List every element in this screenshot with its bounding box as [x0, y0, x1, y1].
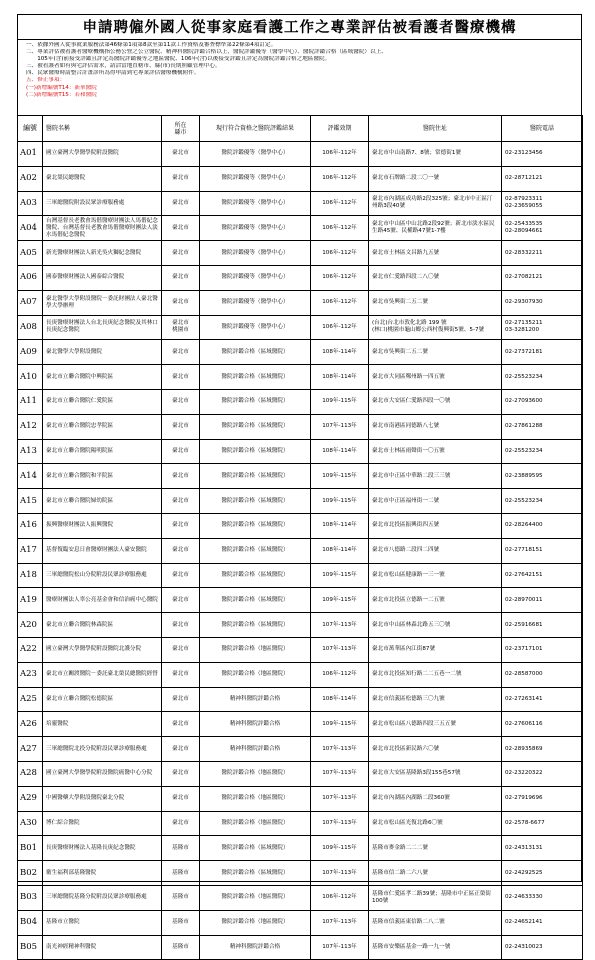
- table-row: [18, 241, 583, 266]
- cell-period: 108年-114年: [311, 439, 369, 464]
- note-line: 四、民眾醫療時請整合計畫診所為得申請到宅專業評估醫療機構附件。: [26, 70, 200, 77]
- cell-period: 106年-112年: [311, 315, 369, 340]
- cell-hospital-name: 基督復臨安息日會醫療財團法人臺安醫院: [43, 538, 162, 563]
- cell-period: 106年-112年: [311, 290, 369, 315]
- cell-period: 107年-113年: [311, 737, 369, 762]
- cell-code: A09: [18, 340, 43, 365]
- cell-result: 醫院評鑑合格（地區醫院）: [200, 761, 311, 786]
- table-row: [18, 538, 583, 563]
- cell-result: 醫院評鑑合格（區域醫院）: [200, 613, 311, 638]
- cell-hospital-name: 培靈醫院: [43, 712, 162, 737]
- table-row: [18, 265, 583, 290]
- cell-city: 臺北市: [162, 489, 200, 514]
- cell-city: 臺北市: [162, 265, 200, 290]
- cell-city: 臺北市: [162, 513, 200, 538]
- cell-code: A13: [18, 439, 43, 464]
- cell-address: 臺北市大同區鄭州路一四五號: [369, 365, 502, 390]
- cell-address: 基隆市麥金路二二二號: [369, 836, 502, 861]
- cell-code: A23: [18, 662, 43, 687]
- cell-phone: 02-28264400: [502, 513, 583, 538]
- cell-hospital-name: 臺北醫學大學附設醫院: [43, 340, 162, 365]
- cell-code: A07: [18, 290, 43, 315]
- cell-city: 臺北市: [162, 737, 200, 762]
- cell-result: 醫院評鑑合格（區域醫院）: [200, 513, 311, 538]
- cell-code: A17: [18, 538, 43, 563]
- cell-code: A16: [18, 513, 43, 538]
- cell-code: A19: [18, 588, 43, 613]
- cell-period: 106年-112年: [311, 885, 369, 910]
- column-header-phone: 醫院電話: [502, 116, 583, 142]
- table-row: [18, 315, 583, 340]
- cell-period: 107年-113年: [311, 935, 369, 960]
- cell-city: 基隆市: [162, 935, 200, 960]
- table-row: [18, 861, 583, 886]
- cell-phone: 02-25523234: [502, 439, 583, 464]
- cell-hospital-name: 基隆市立醫院: [43, 910, 162, 935]
- table-row: [18, 563, 583, 588]
- cell-phone: 02-25916681: [502, 613, 583, 638]
- table-row: [18, 513, 583, 538]
- cell-address: 臺北市內湖區內湖路二段360號: [369, 786, 502, 811]
- note-line: 105年(含)前接受評鑑且評定為醫院評鑑優等之地區醫院、106年(含)以後接受評鑑且評定為醫院評鑑合格之地區醫院。: [26, 56, 331, 63]
- table-row: [18, 786, 583, 811]
- cell-period: 106年-112年: [311, 166, 369, 191]
- cell-result: 醫院評鑑合格（地區醫院）: [200, 637, 311, 662]
- cell-phone: 02-23717101: [502, 637, 583, 662]
- cell-code: A12: [18, 414, 43, 439]
- cell-address: 臺北市中山區中山北路2段92號；新北市淡水區民生路45號、民權路47號1-7樓: [369, 216, 502, 241]
- cell-city: 臺北市: [162, 563, 200, 588]
- cell-result: 醫院評鑑優等（醫學中心）: [200, 241, 311, 266]
- cell-hospital-name: 臺北市立聯合醫院婦幼院區: [43, 489, 162, 514]
- table-row: [18, 613, 583, 638]
- cell-code: A01: [18, 142, 43, 167]
- cell-phone: 02-27606116: [502, 712, 583, 737]
- cell-code: A02: [18, 166, 43, 191]
- cell-city: 臺北市: [162, 761, 200, 786]
- cell-code: A06: [18, 265, 43, 290]
- cell-hospital-name: 國泰醫療財團法人國泰綜合醫院: [43, 265, 162, 290]
- cell-hospital-name: 臺北市立聯合醫院林森院區: [43, 613, 162, 638]
- cell-period: 106年-112年: [311, 265, 369, 290]
- cell-phone: 02-24652141: [502, 910, 583, 935]
- cell-city: 臺北市: [162, 142, 200, 167]
- cell-city: 臺北市: [162, 786, 200, 811]
- cell-period: 107年-113年: [311, 786, 369, 811]
- cell-address: 臺北市中山區林森北路五三〇號: [369, 613, 502, 638]
- cell-code: B01: [18, 836, 43, 861]
- cell-hospital-name: 醫療財團法人辜公亮基金會和信治癌中心醫院: [43, 588, 162, 613]
- cell-city: 臺北市: [162, 216, 200, 241]
- cell-hospital-name: 三軍總醫院附設民眾診療服務處: [43, 191, 162, 216]
- cell-address: 基隆市信義區東信路二八二號: [369, 910, 502, 935]
- cell-phone: 02-27082121: [502, 265, 583, 290]
- cell-phone: 02-27718151: [502, 538, 583, 563]
- cell-hospital-name: 三軍總醫院松山分院附設民眾診療服務處: [43, 563, 162, 588]
- cell-code: A30: [18, 811, 43, 836]
- cell-city: 臺北市: [162, 166, 200, 191]
- cell-result: 醫院評鑑合格（地區醫院）: [200, 786, 311, 811]
- cell-hospital-name: 國立臺灣大學醫學院附設醫院: [43, 142, 162, 167]
- cell-result: 醫院評鑑合格（區域醫院）: [200, 340, 311, 365]
- cell-period: 106年-112年: [311, 191, 369, 216]
- cell-code: B04: [18, 910, 43, 935]
- cell-phone: 02-25523234: [502, 489, 583, 514]
- column-header-period: 評鑑效期: [311, 116, 369, 142]
- cell-period: 109年-115年: [311, 464, 369, 489]
- cell-hospital-name: 南光神經精神科醫院: [43, 935, 162, 960]
- cell-result: 醫院評鑑合格（地區醫院）: [200, 811, 311, 836]
- cell-phone: 02-24633330: [502, 885, 583, 910]
- notes-block: [26, 42, 574, 99]
- cell-code: A15: [18, 489, 43, 514]
- cell-period: 106年-112年: [311, 241, 369, 266]
- cell-city: 基隆市: [162, 910, 200, 935]
- cell-period: 108年-114年: [311, 365, 369, 390]
- cell-hospital-name: 臺北市立聯合醫院仁愛院區: [43, 389, 162, 414]
- cell-period: 108年-114年: [311, 687, 369, 712]
- cell-city: 臺北市: [162, 241, 200, 266]
- cell-address: 臺北市中正區中華路二段三三號: [369, 464, 502, 489]
- table-row: [18, 439, 583, 464]
- cell-result: 醫院評鑑優等（醫學中心）: [200, 191, 311, 216]
- cell-hospital-name: 臺北市立聯合醫院松德院區: [43, 687, 162, 712]
- cell-address: 臺北市北投區振興街四五號: [369, 513, 502, 538]
- cell-result: 醫院評鑑優等（醫學中心）: [200, 290, 311, 315]
- table-row: [18, 712, 583, 737]
- cell-phone: 02-87923311 02-23659055: [502, 191, 583, 216]
- cell-result: 醫院評鑑合格（地區醫院）: [200, 910, 311, 935]
- cell-phone: 02-25523234: [502, 365, 583, 390]
- cell-city: 臺北市: [162, 340, 200, 365]
- table-header-row: [18, 116, 583, 142]
- cell-code: A28: [18, 761, 43, 786]
- table-row: [18, 216, 583, 241]
- cell-address: 臺北市松山區八德路四段三五五號: [369, 712, 502, 737]
- cell-period: 107年-113年: [311, 613, 369, 638]
- revision-line: (一)新增編號T14：新華醫院: [26, 84, 97, 91]
- cell-city: 臺北市: [162, 662, 200, 687]
- table-row: [18, 935, 583, 960]
- cell-phone: 02-2578-6677: [502, 811, 583, 836]
- cell-period: 107年-113年: [311, 761, 369, 786]
- cell-city: 臺北市: [162, 613, 200, 638]
- cell-address: 臺北市中正區福州街一二號: [369, 489, 502, 514]
- cell-address: 臺北市中山南路7、8號；常德街1號: [369, 142, 502, 167]
- cell-result: 醫院評鑑合格（區域醫院）: [200, 439, 311, 464]
- cell-period: 108年-114年: [311, 340, 369, 365]
- column-header-city: 所在 縣市: [162, 116, 200, 142]
- cell-code: A22: [18, 637, 43, 662]
- revision-line: (二)新增編號T15：若和醫院: [26, 91, 97, 98]
- table-row: [18, 637, 583, 662]
- cell-code: A10: [18, 365, 43, 390]
- cell-phone: 02-28935869: [502, 737, 583, 762]
- cell-city: 臺北市: [162, 414, 200, 439]
- cell-address: 臺北市信義區松德路三〇九號: [369, 687, 502, 712]
- cell-address: 臺北市士林區雨聲街一〇五號: [369, 439, 502, 464]
- cell-phone: 02-27135211 03-3281200: [502, 315, 583, 340]
- cell-code: A08: [18, 315, 43, 340]
- cell-city: 臺北市: [162, 439, 200, 464]
- cell-result: 醫院評鑑合格（地區醫院）: [200, 662, 311, 687]
- cell-result: 醫院評鑑合格（區域醫院）: [200, 563, 311, 588]
- table-row: [18, 389, 583, 414]
- table-row: [18, 662, 583, 687]
- note-line: 三、被看護者如有與宅評估需求，請洽當地直轄市、縣(市)長期照顧管理中心。: [26, 63, 221, 70]
- cell-code: A03: [18, 191, 43, 216]
- cell-city: 臺北市: [162, 712, 200, 737]
- cell-address: 臺北市士林區文昌路九五號: [369, 241, 502, 266]
- table-row: [18, 687, 583, 712]
- cell-phone: 02-23889595: [502, 464, 583, 489]
- cell-city: 臺北市: [162, 538, 200, 563]
- cell-result: 醫院評鑑優等（醫學中心）: [200, 142, 311, 167]
- cell-hospital-name: 長庚醫療財團法人台北長庚紀念醫院及其林口長庚紀念醫院: [43, 315, 162, 340]
- cell-phone: 02-28712121: [502, 166, 583, 191]
- cell-hospital-name: 臺北市立關渡醫院－委託臺北榮民總醫院經營: [43, 662, 162, 687]
- table-row: [18, 464, 583, 489]
- column-header-name: 醫院名稱: [43, 116, 162, 142]
- cell-result: 醫院評鑑優等（醫學中心）: [200, 166, 311, 191]
- table-row: [18, 737, 583, 762]
- cell-period: 107年-113年: [311, 811, 369, 836]
- cell-address: 臺北市松山區光復北路6〇號: [369, 811, 502, 836]
- cell-result: 醫院評鑑合格（區域醫院）: [200, 365, 311, 390]
- cell-result: 精神科醫院評鑑合格: [200, 737, 311, 762]
- table-row: [18, 191, 583, 216]
- column-header-address: 醫院住址: [369, 116, 502, 142]
- cell-city: 基隆市: [162, 885, 200, 910]
- note-line: 一、依據外國人從事就業服務法第46條第1項第8款至第11款工作資格及審查標準第22條第4項訂定。: [26, 42, 277, 48]
- cell-period: 109年-115年: [311, 489, 369, 514]
- cell-period: 108年-114年: [311, 538, 369, 563]
- cell-address: 臺北市石牌路二段二〇一號: [369, 166, 502, 191]
- table-row: [18, 588, 583, 613]
- cell-code: A14: [18, 464, 43, 489]
- cell-hospital-name: 博仁綜合醫院: [43, 811, 162, 836]
- table-row: [18, 489, 583, 514]
- cell-city: 臺北市: [162, 637, 200, 662]
- table-row: [18, 910, 583, 935]
- cell-phone: 02-27642151: [502, 563, 583, 588]
- cell-hospital-name: 振興醫療財團法人振興醫院: [43, 513, 162, 538]
- table-row: [18, 761, 583, 786]
- cell-hospital-name: 臺北市立聯合醫院陽明院區: [43, 439, 162, 464]
- cell-period: 109年-115年: [311, 588, 369, 613]
- cell-period: 106年-112年: [311, 142, 369, 167]
- cell-city: 臺北市: [162, 464, 200, 489]
- cell-hospital-name: 臺北市立聯合醫院和平院區: [43, 464, 162, 489]
- cell-address: 臺北市仁愛路四段二八〇號: [369, 265, 502, 290]
- cell-result: 醫院評鑑合格（區域醫院）: [200, 588, 311, 613]
- cell-period: 109年-115年: [311, 712, 369, 737]
- cell-address: 臺北市松山區健康路一三一號: [369, 563, 502, 588]
- cell-phone: 02-24292525: [502, 861, 583, 886]
- cell-hospital-name: 衛生福利部基隆醫院: [43, 861, 162, 886]
- cell-period: 109年-115年: [311, 836, 369, 861]
- cell-phone: 02-23123456: [502, 142, 583, 167]
- cell-code: A05: [18, 241, 43, 266]
- cell-phone: 02-27372181: [502, 340, 583, 365]
- cell-phone: 02-28332211: [502, 241, 583, 266]
- note-line: 二、專業評估被看護者醫療機構指公務公營之公立醫院、精神科醫院評鑑合格以上，醫院評鑑優等（醫學中心）、醫院評鑑合格（區域醫院）以上、: [26, 49, 387, 56]
- column-header-result: 現行符合資格之醫院評鑑結果: [200, 116, 311, 142]
- cell-code: B02: [18, 861, 43, 886]
- cell-city: 基隆市: [162, 861, 200, 886]
- cell-city: 臺北市: [162, 389, 200, 414]
- cell-phone: 02-23220322: [502, 761, 583, 786]
- cell-period: 108年-114年: [311, 513, 369, 538]
- cell-hospital-name: 長庚醫療財團法人基隆長庚紀念醫院: [43, 836, 162, 861]
- table-row: [18, 290, 583, 315]
- cell-address: 臺北市萬華區內江街87號: [369, 637, 502, 662]
- cell-phone: 02-27919696: [502, 786, 583, 811]
- cell-address: 臺北市吳興街二五二號: [369, 340, 502, 365]
- cell-city: 基隆市: [162, 836, 200, 861]
- cell-result: 醫院評鑑優等（醫學中心）: [200, 216, 311, 241]
- cell-phone: 02-27263141: [502, 687, 583, 712]
- cell-code: A04: [18, 216, 43, 241]
- cell-address: 臺北市北投區知行路二二五巷一二號: [369, 662, 502, 687]
- cell-phone: 02-28970011: [502, 588, 583, 613]
- table-row: [18, 340, 583, 365]
- cell-period: 109年-115年: [311, 563, 369, 588]
- cell-hospital-name: 三軍總醫院基隆分院附設民眾診療服務處: [43, 885, 162, 910]
- cell-result: 精神科醫院評鑑合格: [200, 712, 311, 737]
- cell-period: 107年-113年: [311, 910, 369, 935]
- table-row: [18, 365, 583, 390]
- cell-period: 107年-113年: [311, 637, 369, 662]
- cell-result: 醫院評鑑合格（地區醫院）: [200, 885, 311, 910]
- cell-hospital-name: 臺北市立聯合醫院中興院區: [43, 365, 162, 390]
- cell-period: 106年-112年: [311, 216, 369, 241]
- cell-city: 臺北市: [162, 365, 200, 390]
- cell-address: (台北)台北市敦化北路 199 號 (林口)桃園市龜山鄉公西村復興街5號、5-7號: [369, 315, 502, 340]
- cell-address: 臺北市八德路二段四二四號: [369, 538, 502, 563]
- cell-city: 臺北市: [162, 191, 200, 216]
- table-row: [18, 142, 583, 167]
- cell-phone: 02-27093600: [502, 389, 583, 414]
- cell-result: 醫院評鑑合格（區域醫院）: [200, 389, 311, 414]
- table-row: [18, 811, 583, 836]
- cell-hospital-name: 國立臺灣大學醫學院附設醫院癌醫中心分院: [43, 761, 162, 786]
- cell-phone: 02-25433535 02-28094661: [502, 216, 583, 241]
- cell-period: 109年-115年: [311, 389, 369, 414]
- cell-hospital-name: 台灣基督長老教會馬偕醫療財團法人馬偕紀念醫院、台灣基督長老教會馬偕醫療財團法人淡水馬偕紀念醫院: [43, 216, 162, 241]
- cell-address: 基隆市安樂區基金一路一九一號: [369, 935, 502, 960]
- cell-phone: 02-28587000: [502, 662, 583, 687]
- cell-phone: 02-24310023: [502, 935, 583, 960]
- cell-result: 醫院評鑑合格（區域醫院）: [200, 464, 311, 489]
- cell-hospital-name: 三軍總醫院北投分院附設民眾診療服務處: [43, 737, 162, 762]
- cell-phone: 02-29307930: [502, 290, 583, 315]
- cell-city: 臺北市: [162, 811, 200, 836]
- cell-hospital-name: 新光醫療財團法人新光吳火獅紀念醫院: [43, 241, 162, 266]
- document-title: 申請聘僱外國人從事家庭看護工作之專業評估被看護者醫療機構: [17, 14, 582, 40]
- cell-address: 臺北市北投區新民路六〇號: [369, 737, 502, 762]
- table-row: [18, 414, 583, 439]
- table-row: [18, 836, 583, 861]
- cell-phone: 02-27861288: [502, 414, 583, 439]
- table-row: [18, 885, 583, 910]
- cell-code: A29: [18, 786, 43, 811]
- cell-code: B03: [18, 885, 43, 910]
- cell-address: 臺北市南港區同德路八七號: [369, 414, 502, 439]
- cell-address: 臺北市吳興街二五二號: [369, 290, 502, 315]
- cell-code: A20: [18, 613, 43, 638]
- cell-hospital-name: 中國醫藥大學附設醫院臺北分院: [43, 786, 162, 811]
- cell-code: A27: [18, 737, 43, 762]
- cell-hospital-name: 臺北市立聯合醫院忠孝院區: [43, 414, 162, 439]
- cell-period: 107年-113年: [311, 414, 369, 439]
- cell-result: 醫院評鑑合格（區域醫院）: [200, 861, 311, 886]
- cell-result: 醫院評鑑優等（醫學中心）: [200, 315, 311, 340]
- cell-result: 精神科醫院評鑑合格: [200, 687, 311, 712]
- cell-code: A26: [18, 712, 43, 737]
- cell-result: 醫院評鑑合格（區域醫院）: [200, 836, 311, 861]
- cell-address: 基隆市仁愛區孝二路39號；基隆市中正區正榮街100號: [369, 885, 502, 910]
- cell-code: A18: [18, 563, 43, 588]
- cell-city: 臺北市: [162, 687, 200, 712]
- cell-result: 醫院評鑑優等（醫學中心）: [200, 265, 311, 290]
- cell-address: 臺北市大安區基隆路3段155巷57號: [369, 761, 502, 786]
- column-header-code: 編號: [18, 116, 43, 142]
- cell-result: 醫院評鑑合格（區域醫院）: [200, 489, 311, 514]
- cell-code: A25: [18, 687, 43, 712]
- revision-heading: 五、修正事項：: [26, 77, 66, 84]
- cell-address: 臺北市北投區立德路一二五號: [369, 588, 502, 613]
- cell-address: 臺北市大安區仁愛路四段一〇號: [369, 389, 502, 414]
- cell-code: A11: [18, 389, 43, 414]
- cell-hospital-name: 臺北榮民總醫院: [43, 166, 162, 191]
- cell-result: 醫院評鑑合格（區域醫院）: [200, 414, 311, 439]
- cell-period: 107年-113年: [311, 861, 369, 886]
- cell-phone: 02-24313131: [502, 836, 583, 861]
- cell-city: 臺北市 桃園市: [162, 315, 200, 340]
- cell-period: 106年-112年: [311, 662, 369, 687]
- cell-code: B05: [18, 935, 43, 960]
- cell-result: 醫院評鑑合格（區域醫院）: [200, 538, 311, 563]
- hospital-table: [17, 115, 583, 960]
- cell-city: 臺北市: [162, 290, 200, 315]
- cell-city: 臺北市: [162, 588, 200, 613]
- cell-hospital-name: 國立臺灣大學醫學院附設醫院北護分院: [43, 637, 162, 662]
- cell-result: 精神科醫院評鑑合格: [200, 935, 311, 960]
- cell-address: 基隆市信二路二六八號: [369, 861, 502, 886]
- cell-hospital-name: 臺北醫學大學附設醫院－委託財團法人臺北醫學大學辦理: [43, 290, 162, 315]
- cell-address: 臺北市內湖區成功路2段325號；臺北市中正區汀州路3段40號: [369, 191, 502, 216]
- table-row: [18, 166, 583, 191]
